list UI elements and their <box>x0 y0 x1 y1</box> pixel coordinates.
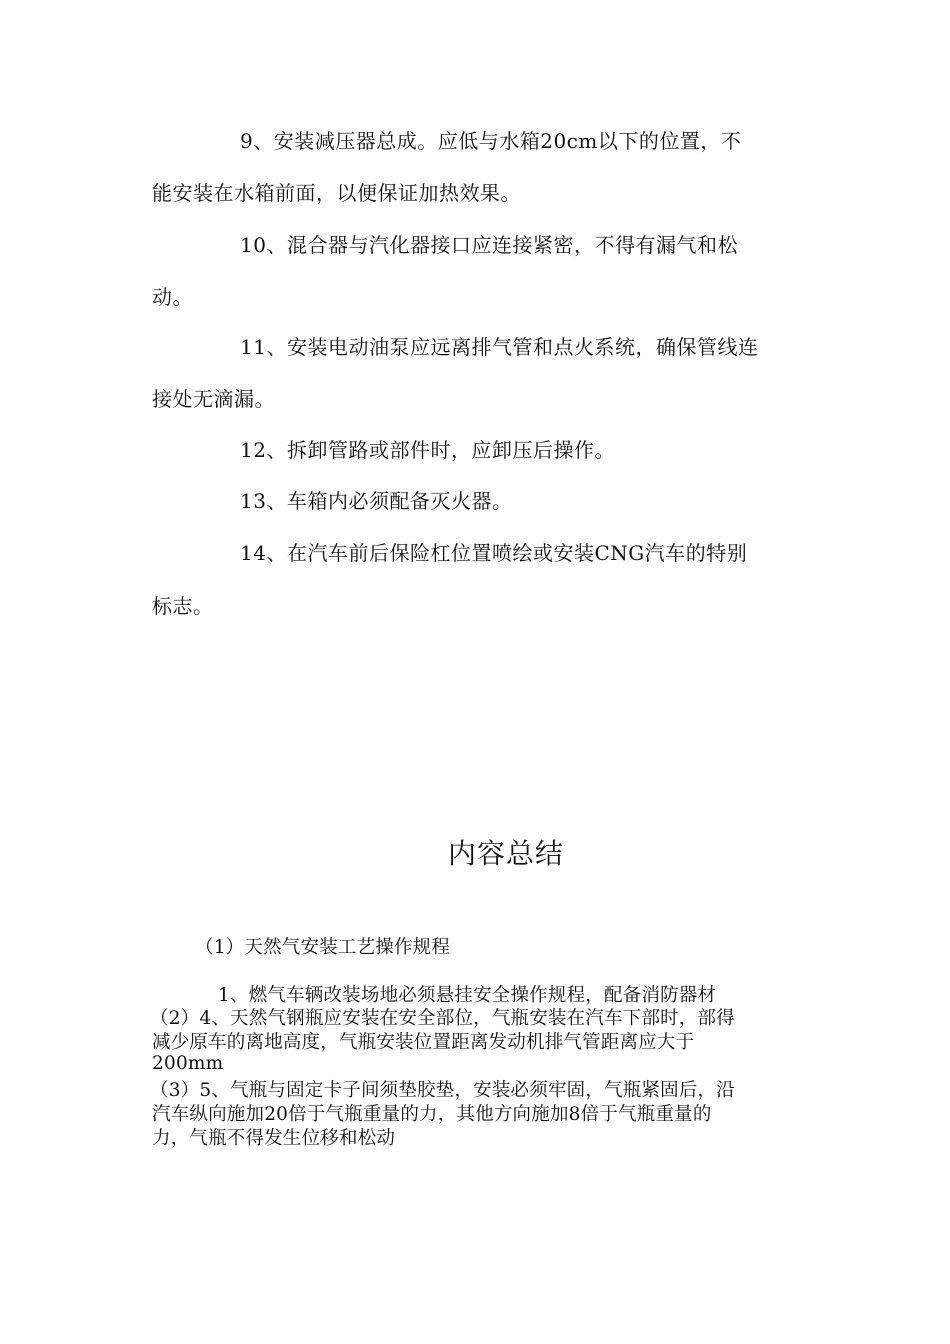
summary-item-2-line-3: 200mm <box>152 1053 224 1074</box>
paragraph-11-line-1: 11、安装电动油泵应远离排气管和点火系统，确保管线连 <box>240 335 759 359</box>
paragraph-13: 13、车箱内必须配备灭火器。 <box>240 489 513 513</box>
summary-title: 内容总结 <box>448 837 565 870</box>
summary-item-1: 1、燃气车辆改装场地必须悬挂安全操作规程，配备消防器材 <box>218 985 717 1006</box>
summary-item-2-line-1: （2）4、天然气钢瓶应安装在安全部位，气瓶安装在汽车下部时，部得 <box>150 1008 735 1029</box>
paragraph-14-line-2: 标志。 <box>152 594 214 618</box>
summary-item-3-line-3: 力，气瓶不得发生位移和松动 <box>152 1128 396 1149</box>
paragraph-10-line-1: 10、混合器与汽化器接口应连接紧密，不得有漏气和松 <box>240 233 738 257</box>
summary-item-3-line-2: 汽车纵向施加20倍于气瓶重量的力，其他方向施加8倍于气瓶重量的 <box>152 1104 712 1125</box>
paragraph-12: 12、拆卸管路或部件时，应卸压后操作。 <box>240 438 615 462</box>
paragraph-9-line-2: 能安装在水箱前面，以便保证加热效果。 <box>152 181 521 205</box>
paragraph-11-line-2: 接处无滴漏。 <box>152 387 275 411</box>
summary-item-2-line-2: 减少原车的离地高度，气瓶安装位置距离发动机排气管距离应大于 <box>152 1032 695 1053</box>
paragraph-10-line-2: 动。 <box>152 285 193 309</box>
summary-item-3-line-1: （3）5、气瓶与固定卡子间须垫胶垫，安装必须牢固，气瓶紧固后，沿 <box>150 1080 735 1101</box>
paragraph-9-line-1: 9、安装减压器总成。应低与水箱20cm以下的位置，不 <box>240 129 742 153</box>
summary-heading: （1）天然气安装工艺操作规程 <box>195 937 451 958</box>
paragraph-14-line-1: 14、在汽车前后保险杠位置喷绘或安装CNG汽车的特别 <box>240 541 748 565</box>
